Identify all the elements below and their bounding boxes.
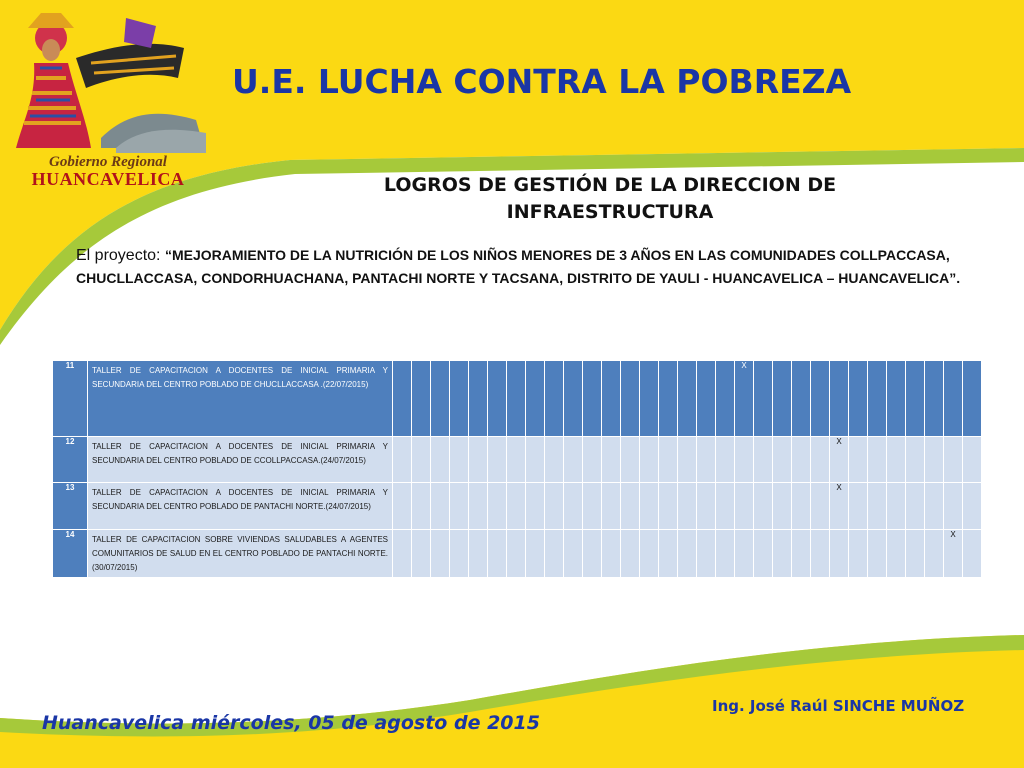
- schedule-cell: [735, 483, 754, 530]
- schedule-cell: [431, 361, 450, 437]
- section-title: LOGROS DE GESTIÓN DE LA DIRECCION DE INFRAESTRUCTURA: [383, 174, 837, 223]
- schedule-cell: [412, 437, 431, 483]
- schedule-cell: [640, 437, 659, 483]
- schedule-cell: [811, 361, 830, 437]
- row-number: 12: [53, 437, 88, 483]
- schedule-cell: [868, 530, 887, 578]
- schedule-cell: [887, 530, 906, 578]
- schedule-cell: [545, 530, 564, 578]
- table-row: [53, 437, 982, 483]
- schedule-cell: [697, 361, 716, 437]
- schedule-cell: [754, 530, 773, 578]
- schedule-cell: [678, 530, 697, 578]
- schedule-cell: [507, 483, 526, 530]
- schedule-mark: X: [830, 437, 849, 483]
- schedule-cell: [564, 530, 583, 578]
- schedule-cell: [488, 437, 507, 483]
- schedule-cell: [545, 437, 564, 483]
- schedule-cell: [887, 437, 906, 483]
- schedule-cell: [564, 361, 583, 437]
- schedule-cell: [469, 530, 488, 578]
- schedule-cell: [393, 483, 412, 530]
- schedule-cell: [754, 361, 773, 437]
- schedule-cell: [393, 437, 412, 483]
- author-name: Ing. José Raúl SINCHE MUÑOZ: [712, 697, 965, 715]
- schedule-cell: [450, 437, 469, 483]
- schedule-cell: [659, 437, 678, 483]
- schedule-cell: [412, 530, 431, 578]
- schedule-cell: [583, 361, 602, 437]
- schedule-cell: [469, 437, 488, 483]
- schedule-cell: [887, 361, 906, 437]
- schedule-cell: [868, 483, 887, 530]
- schedule-cell: [526, 361, 545, 437]
- schedule-cell: [716, 530, 735, 578]
- schedule-cell: [507, 361, 526, 437]
- row-number: 14: [53, 530, 88, 578]
- schedule-cell: [716, 483, 735, 530]
- schedule-cell: [754, 437, 773, 483]
- schedule-cell: [792, 530, 811, 578]
- schedule-cell: [849, 530, 868, 578]
- schedule-cell: [431, 483, 450, 530]
- schedule-cell: [944, 361, 963, 437]
- schedule-cell: [507, 437, 526, 483]
- schedule-cell: [849, 437, 868, 483]
- schedule-cell: [431, 530, 450, 578]
- project-text: “MEJORAMIENTO DE LA NUTRICIÓN DE LOS NIÑOS MENORES DE 3 AÑOS EN LAS COMUNIDADES COLLPACCASA, CHUCLLACCASA, CONDORHUACHANA, PANTACHI NORTE Y TACSANA, DISTRITO DE YAULI - HUANCAVELICA – HUANCAVELICA”.: [76, 247, 961, 286]
- schedule-cell: [469, 483, 488, 530]
- schedule-cell: [450, 483, 469, 530]
- schedule-cell: [393, 530, 412, 578]
- schedule-cell: [678, 437, 697, 483]
- schedule-cell: [507, 530, 526, 578]
- schedule-cell: [906, 530, 925, 578]
- schedule-cell: [526, 483, 545, 530]
- schedule-cell: [659, 483, 678, 530]
- schedule-cell: [697, 437, 716, 483]
- schedule-cell: [602, 483, 621, 530]
- logo-line2: HUANCAVELICA: [31, 169, 185, 189]
- schedule-mark: X: [944, 530, 963, 578]
- activity-description: TALLER DE CAPACITACION A DOCENTES DE INICIAL PRIMARIA Y SECUNDARIA DEL CENTRO POBLADO DE PANTACHI NORTE.(24/07/2015): [88, 483, 393, 530]
- schedule-cell: [963, 483, 982, 530]
- schedule-cell: [412, 483, 431, 530]
- activity-description: TALLER DE CAPACITACION A DOCENTES DE INICIAL PRIMARIA Y SECUNDARIA DEL CENTRO POBLADO DE CHUCLLACCASA .(22/07/2015): [88, 361, 393, 437]
- schedule-cell: [678, 361, 697, 437]
- schedule-cell: [412, 361, 431, 437]
- schedule-cell: [697, 483, 716, 530]
- schedule-cell: [906, 483, 925, 530]
- schedule-cell: [754, 483, 773, 530]
- schedule-cell: [678, 483, 697, 530]
- schedule-cell: [526, 437, 545, 483]
- schedule-cell: [564, 483, 583, 530]
- schedule-cell: [621, 530, 640, 578]
- schedule-cell: [583, 437, 602, 483]
- schedule-cell: [469, 361, 488, 437]
- schedule-cell: [887, 483, 906, 530]
- schedule-cell: [773, 483, 792, 530]
- schedule-cell: [868, 437, 887, 483]
- schedule-cell: [621, 437, 640, 483]
- schedule-cell: [659, 361, 678, 437]
- row-number: 13: [53, 483, 88, 530]
- schedule-cell: [811, 530, 830, 578]
- schedule-cell: [906, 437, 925, 483]
- schedule-cell: [849, 483, 868, 530]
- schedule-cell: [450, 361, 469, 437]
- schedule-cell: [735, 437, 754, 483]
- schedule-cell: [716, 361, 735, 437]
- table-row: [53, 361, 982, 437]
- schedule-cell: [640, 483, 659, 530]
- schedule-cell: [450, 530, 469, 578]
- schedule-cell: [488, 361, 507, 437]
- schedule-cell: [925, 361, 944, 437]
- project-lead: El proyecto:: [76, 247, 165, 264]
- schedule-cell: [545, 361, 564, 437]
- schedule-cell: [583, 483, 602, 530]
- page-title: U.E. LUCHA CONTRA LA POBREZA: [232, 62, 852, 101]
- schedule-cell: [963, 530, 982, 578]
- schedule-cell: [944, 483, 963, 530]
- schedule-cell: [431, 437, 450, 483]
- schedule-cell: [925, 530, 944, 578]
- schedule-cell: [488, 483, 507, 530]
- row-number: 11: [53, 361, 88, 437]
- schedule-cell: [640, 530, 659, 578]
- schedule-cell: [545, 483, 564, 530]
- schedule-cell: [583, 530, 602, 578]
- schedule-cell: [830, 530, 849, 578]
- schedule-mark: X: [830, 483, 849, 530]
- table-row: [53, 483, 982, 530]
- schedule-cell: [697, 530, 716, 578]
- schedule-cell: [640, 361, 659, 437]
- schedule-cell: [716, 437, 735, 483]
- table-row: [53, 530, 982, 578]
- schedule-cell: [906, 361, 925, 437]
- schedule-cell: [963, 361, 982, 437]
- schedule-cell: [602, 437, 621, 483]
- project-description: [76, 244, 991, 290]
- schedule-cell: [526, 530, 545, 578]
- schedule-cell: [849, 361, 868, 437]
- schedule-cell: [621, 361, 640, 437]
- activity-description: TALLER DE CAPACITACION A DOCENTES DE INICIAL PRIMARIA Y SECUNDARIA DEL CENTRO POBLADO DE CCOLLPACCASA.(24/07/2015): [88, 437, 393, 483]
- schedule-cell: [773, 437, 792, 483]
- schedule-cell: [811, 437, 830, 483]
- schedule-cell: [564, 437, 583, 483]
- schedule-cell: [811, 483, 830, 530]
- schedule-cell: [925, 483, 944, 530]
- schedule-cell: [792, 437, 811, 483]
- schedule-cell: [792, 361, 811, 437]
- schedule-cell: [773, 530, 792, 578]
- activities-table: [52, 360, 982, 578]
- schedule-cell: [393, 361, 412, 437]
- footer-date: Huancavelica miércoles, 05 de agosto de 2015: [42, 712, 540, 734]
- schedule-cell: [735, 530, 754, 578]
- schedule-cell: [602, 361, 621, 437]
- schedule-cell: [602, 530, 621, 578]
- schedule-cell: [830, 361, 849, 437]
- activity-description: TALLER DE CAPACITACION SOBRE VIVIENDAS SALUDABLES A AGENTES COMUNITARIOS DE SALUD EN EL CENTRO POBLADO DE PANTACHI NORTE.(30/07/2015): [88, 530, 393, 578]
- schedule-cell: [944, 437, 963, 483]
- schedule-cell: [868, 361, 887, 437]
- schedule-cell: [773, 361, 792, 437]
- schedule-cell: [925, 437, 944, 483]
- logo-line1: Gobierno Regional: [49, 154, 167, 170]
- schedule-cell: [488, 530, 507, 578]
- schedule-cell: [621, 483, 640, 530]
- schedule-mark: X: [735, 361, 754, 437]
- schedule-cell: [659, 530, 678, 578]
- schedule-cell: [792, 483, 811, 530]
- schedule-cell: [963, 437, 982, 483]
